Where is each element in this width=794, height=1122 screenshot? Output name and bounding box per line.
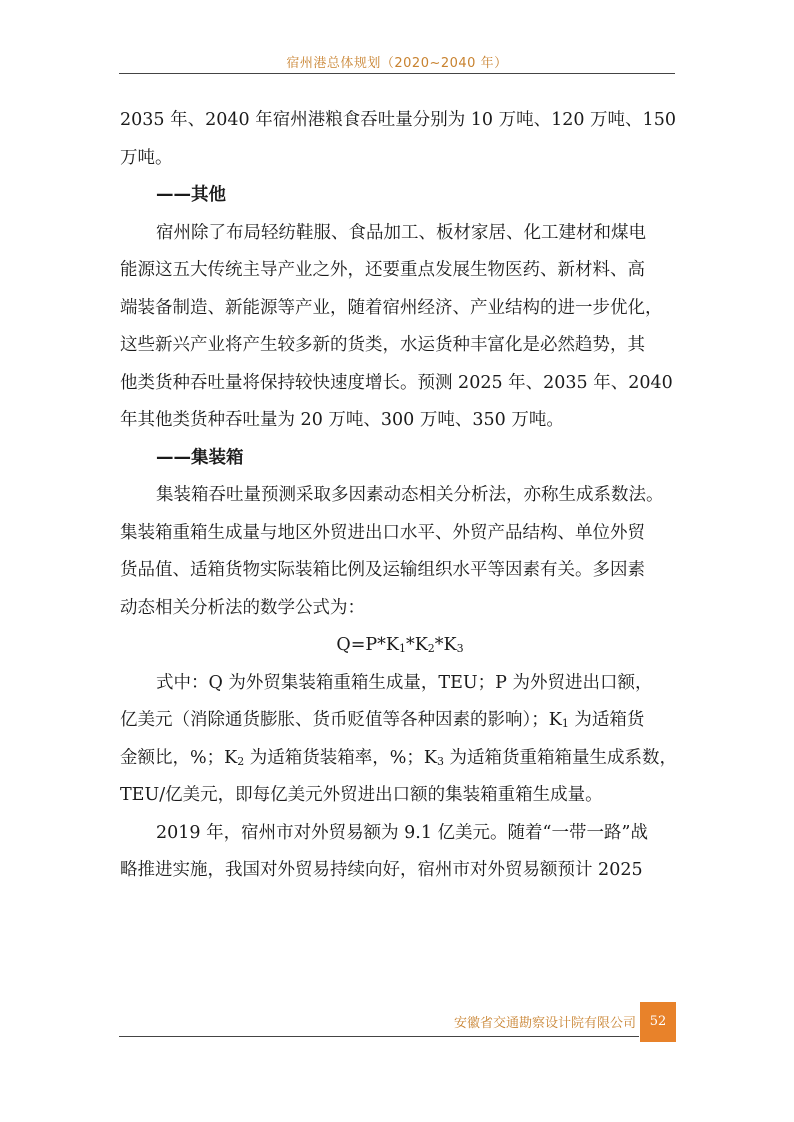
section-heading-container: ——集装箱 [156,447,244,468]
footer-divider [119,1036,639,1037]
paragraph-line: 货品值、适箱货物实际装箱比例及运输组织水平等因素有关。多因素 [120,560,645,580]
paragraph-line: 端装备制造、新能源等产业，随着宿州经济、产业结构的进一步优化， [120,297,663,318]
text-line: 2035 年、2040 年宿州港粮食吞吐量分别为 10 万吨、120 万吨、150 [120,110,676,130]
section-heading-other: ——其他 [156,185,226,205]
page-header-title: 宿州港总体规划（2020~2040 年） [286,56,508,71]
paragraph-line: 集装箱重箱生成量与地区外贸进出口水平、外贸产品结构、单位外贸 [120,522,645,543]
paragraph-line: 宿州除了布局轻纺鞋服、食品加工、板材家居、化工建材和煤电 [156,222,646,243]
paragraph-line: 略推进实施，我国对外贸易持续向好，宿州市对外贸易额预计 2025 [120,860,643,880]
text-line: 万吨。 [120,147,173,168]
header-divider [119,73,675,74]
page-number: 52 [640,1002,676,1042]
paragraph-line: 动态相关分析法的数学公式为： [120,597,365,618]
document-body [120,102,680,890]
footer-company-name: 安徽省交通勘察设计院有限公司 [453,1016,636,1031]
paragraph-line: 集装箱吞吐量预测采取多因素动态相关分析法，亦称生成系数法。 [156,485,664,505]
paragraph-line: 金额比，%；$K_2$ 为适箱货装箱率，%；$K_3$ 为适箱货重箱箱量生成系数， [120,747,678,768]
paragraph-line: 能源这五大传统主导产业之外，还要重点发展生物医药、新材料、高 [120,260,645,280]
paragraph-line: 他类货种吞吐量将保持较快速度增长。预测 2025 年、2035 年、2040 [120,372,673,393]
formula: $Q=P*K_1*K_2*K_3$ [336,635,464,655]
paragraph-line: 2019 年，宿州市对外贸易额为 9.1 亿美元。随着“一带一路”战 [156,822,648,843]
paragraph-line: 这些新兴产业将产生较多新的货类，水运货种丰富化是必然趋势，其 [120,335,645,355]
paragraph-line: 亿美元（消除通货膨胀、货币贬值等各种因素的影响）；$K_1$ 为适箱货 [120,710,645,730]
paragraph-line: 式中：Q 为外贸集装箱重箱生成量，TEU；P 为外贸进出口额， [156,672,653,693]
paragraph-line: 年其他类货种吞吐量为 20 万吨、300 万吨、350 万吨。 [120,410,564,430]
paragraph-line: TEU/亿美元，即每亿美元外贸进出口额的集装箱重箱生成量。 [120,785,603,805]
